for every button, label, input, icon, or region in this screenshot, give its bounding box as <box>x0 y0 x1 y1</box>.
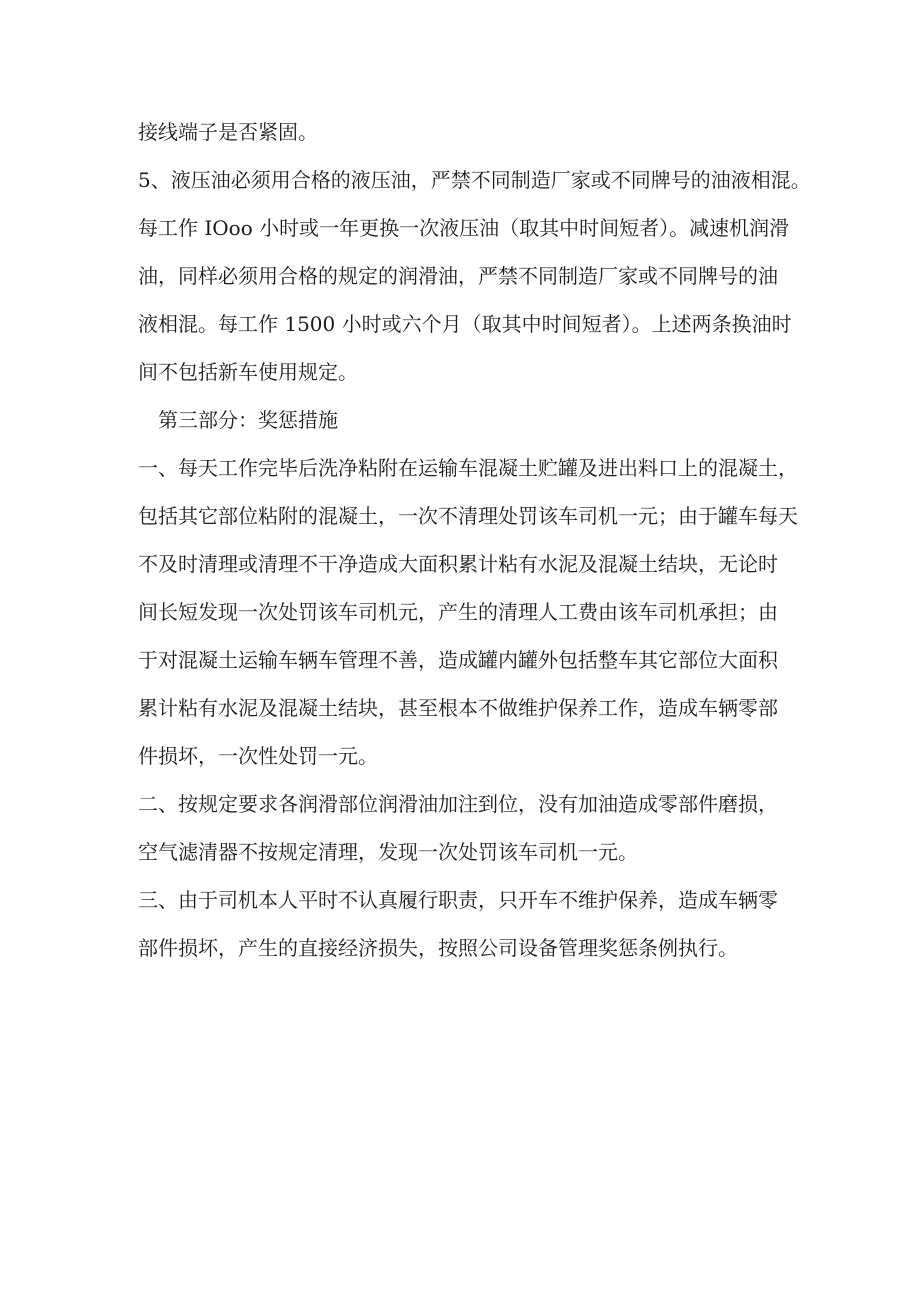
text-line: 间不包括新车使用规定。 <box>138 360 358 384</box>
text-line: 部件损坏，产生的直接经济损失，按照公司设备管理奖惩条例执行。 <box>138 936 738 960</box>
document-body <box>138 108 811 972</box>
text-line: 不及时清理或清理不干净造成大面积累计粘有水泥及混凝土结块，无论时 <box>138 552 778 576</box>
text-line: 液相混。每工作 1500 小时或六个月（取其中时间短者）。上述两条换油时 <box>138 312 792 336</box>
section-heading: 第三部分：奖惩措施 <box>158 408 338 432</box>
text-line: 每工作 IOoo 小时或一年更换一次液压油（取其中时间短者）。减速机润滑 <box>138 216 790 240</box>
text-line: 间长短发现一次处罚该车司机元，产生的清理人工费由该车司机承担；由 <box>138 600 778 624</box>
text-line: 累计粘有水泥及混凝土结块，甚至根本不做维护保养工作，造成车辆零部 <box>138 696 778 720</box>
text-line: 接线端子是否紧固。 <box>138 120 318 144</box>
text-line: 包括其它部位粘附的混凝土，一次不清理处罚该车司机一元；由于罐车每天 <box>138 504 798 528</box>
text-line: 三、由于司机本人平时不认真履行职责，只开车不维护保养，造成车辆零 <box>138 888 778 912</box>
text-line: 5、液压油必须用合格的液压油，严禁不同制造厂家或不同牌号的油液相混。 <box>138 168 811 192</box>
text-line: 油，同样必须用合格的规定的润滑油，严禁不同制造厂家或不同牌号的油 <box>138 264 778 288</box>
text-line: 件损坏，一次性处罚一元。 <box>138 744 378 768</box>
text-line: 空气滤清器不按规定清理，发现一次处罚该车司机一元。 <box>138 840 638 864</box>
text-line: 于对混凝土运输车辆车管理不善，造成罐内罐外包括整车其它部位大面积 <box>138 648 778 672</box>
text-line: 一、每天工作完毕后洗净粘附在运输车混凝土贮罐及进出料口上的混凝土， <box>138 456 798 480</box>
text-line: 二、按规定要求各润滑部位润滑油加注到位，没有加油造成零部件磨损， <box>138 792 778 816</box>
